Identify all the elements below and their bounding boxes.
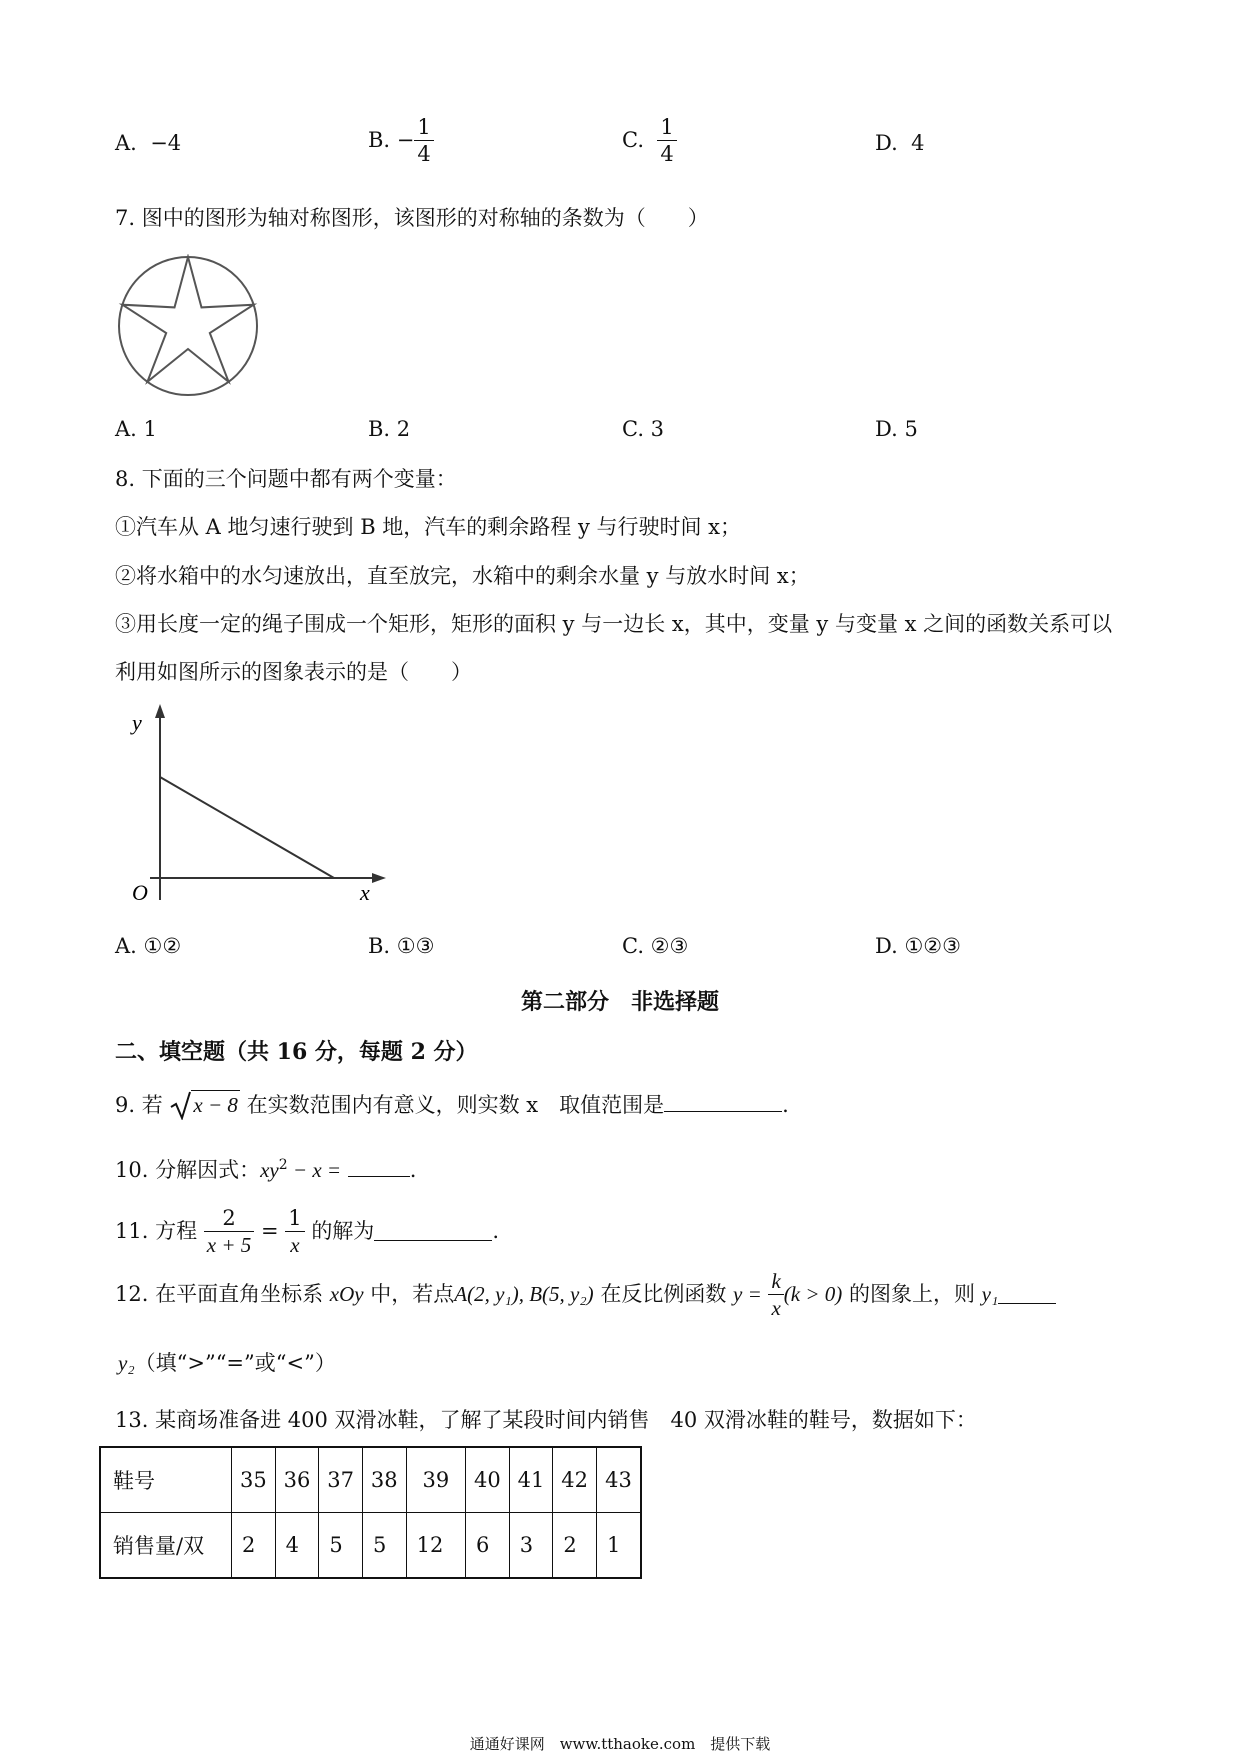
q7-option-d: D. 5 bbox=[875, 417, 918, 441]
part2-title: 第二部分 非选择题 bbox=[520, 989, 719, 1015]
table-cell: 37 bbox=[319, 1447, 363, 1513]
table-cell: 6 bbox=[466, 1513, 510, 1579]
shoe-size-table bbox=[99, 1446, 642, 1579]
y-axis-label: y bbox=[132, 710, 142, 735]
table-cell: 12 bbox=[406, 1513, 465, 1579]
q12: 12. 在平面直角坐标系 xOy 中，若点A(2, y₁), B(5, y₂) 在反比例函数 y = $\frac{k}{x}$ (k > 0) 的图象上，则 y₁ bbox=[115, 1270, 1056, 1319]
table-cell: 5 bbox=[319, 1513, 363, 1579]
q13-stem: 13. 某商场准备进 400 双滑冰鞋，了解了某段时间内销售 40 双滑冰鞋的鞋号，数据如下： bbox=[115, 1408, 977, 1432]
q10: 10. 分解因式：$xy^2 - x$ = . bbox=[115, 1157, 417, 1182]
table-cell: 38 bbox=[362, 1447, 406, 1513]
table-cell: 4 bbox=[275, 1513, 319, 1579]
x-axis-label: x bbox=[360, 880, 370, 905]
q11-answer-blank[interactable] bbox=[374, 1222, 492, 1241]
table-header-sales: 销售量/双 bbox=[100, 1513, 232, 1579]
table-cell: 39 bbox=[406, 1447, 465, 1513]
table-row-sales bbox=[100, 1513, 641, 1579]
table-cell: 5 bbox=[362, 1513, 406, 1579]
q6-option-c: C. $\frac{1}{4}$ bbox=[622, 116, 677, 165]
y-axis-arrow bbox=[155, 704, 165, 718]
table-cell: 2 bbox=[553, 1513, 597, 1579]
table-header-shoe-size: 鞋号 bbox=[100, 1447, 232, 1513]
q12-line-2: y₂（填“>”“=”或“<”） bbox=[118, 1351, 336, 1375]
q8-stem: 8. 下面的三个问题中都有两个变量： bbox=[115, 467, 457, 491]
decreasing-line bbox=[160, 777, 334, 878]
origin-label: O bbox=[132, 880, 148, 905]
table-cell: 43 bbox=[597, 1447, 642, 1513]
q8-option-b: B. ①③ bbox=[368, 934, 435, 958]
q12-answer-blank[interactable] bbox=[998, 1285, 1056, 1304]
table-cell: 41 bbox=[509, 1447, 553, 1513]
circle-outline bbox=[119, 257, 257, 395]
q8-item-3-continued: 利用如图所示的图象表示的是（ ） bbox=[115, 660, 472, 684]
q8-option-c: C. ②③ bbox=[622, 934, 689, 958]
star-in-circle-figure bbox=[116, 254, 260, 398]
x-axis-arrow bbox=[372, 873, 386, 883]
table-cell: 3 bbox=[509, 1513, 553, 1579]
q6-option-b: B. − $\frac{1}{4}$ bbox=[368, 116, 434, 165]
q9: 9. 若 x − 8 在实数范围内有意义，则实数 x 取值范围是 . bbox=[115, 1090, 789, 1120]
q9-radicand: x − 8 bbox=[191, 1090, 240, 1117]
q7-option-b: B. 2 bbox=[368, 417, 411, 441]
sqrt-sign-icon bbox=[169, 1090, 191, 1120]
table-cell: 40 bbox=[466, 1447, 510, 1513]
q6-option-d: D. 4 bbox=[875, 131, 925, 155]
q9-answer-blank[interactable] bbox=[664, 1093, 782, 1112]
table-cell: 42 bbox=[553, 1447, 597, 1513]
q8-item-1: ①汽车从 A 地匀速行驶到 B 地，汽车的剩余路程 y 与行驶时间 x； bbox=[115, 515, 742, 539]
q7-option-c: C. 3 bbox=[622, 417, 665, 441]
table-cell: 1 bbox=[597, 1513, 642, 1579]
q8-option-d: D. ①②③ bbox=[875, 934, 961, 958]
q11: 11. 方程 $\frac{2}{x + 5}$ = $\frac{1}{x}$ 的解为 . bbox=[115, 1206, 499, 1258]
page-footer: 通通好课网 www.tthaoke.com 提供下载 bbox=[469, 1735, 771, 1753]
q8-item-3: ③用长度一定的绳子围成一个矩形，矩形的面积 y 与一边长 x，其中，变量 y 与变量 x 之间的函数关系可以 bbox=[115, 612, 1113, 636]
q8-option-a: A. ①② bbox=[115, 934, 182, 958]
table-cell: 2 bbox=[232, 1513, 276, 1579]
q7-stem: 7. 图中的图形为轴对称图形，该图形的对称轴的条数为（ ） bbox=[115, 206, 709, 230]
q8-item-2: ②将水箱中的水匀速放出，直至放完，水箱中的剩余水量 y 与放水时间 x； bbox=[115, 564, 810, 588]
q7-option-a: A. 1 bbox=[115, 417, 157, 441]
table-row-shoe-size bbox=[100, 1447, 641, 1513]
q10-answer-blank[interactable] bbox=[348, 1158, 410, 1177]
table-cell: 36 bbox=[275, 1447, 319, 1513]
q6-option-a: A. −4 bbox=[115, 131, 182, 155]
table-cell: 35 bbox=[232, 1447, 276, 1513]
q8-function-graph bbox=[120, 700, 400, 910]
section2-title: 二、填空题（共 16 分，每题 2 分） bbox=[115, 1039, 478, 1065]
